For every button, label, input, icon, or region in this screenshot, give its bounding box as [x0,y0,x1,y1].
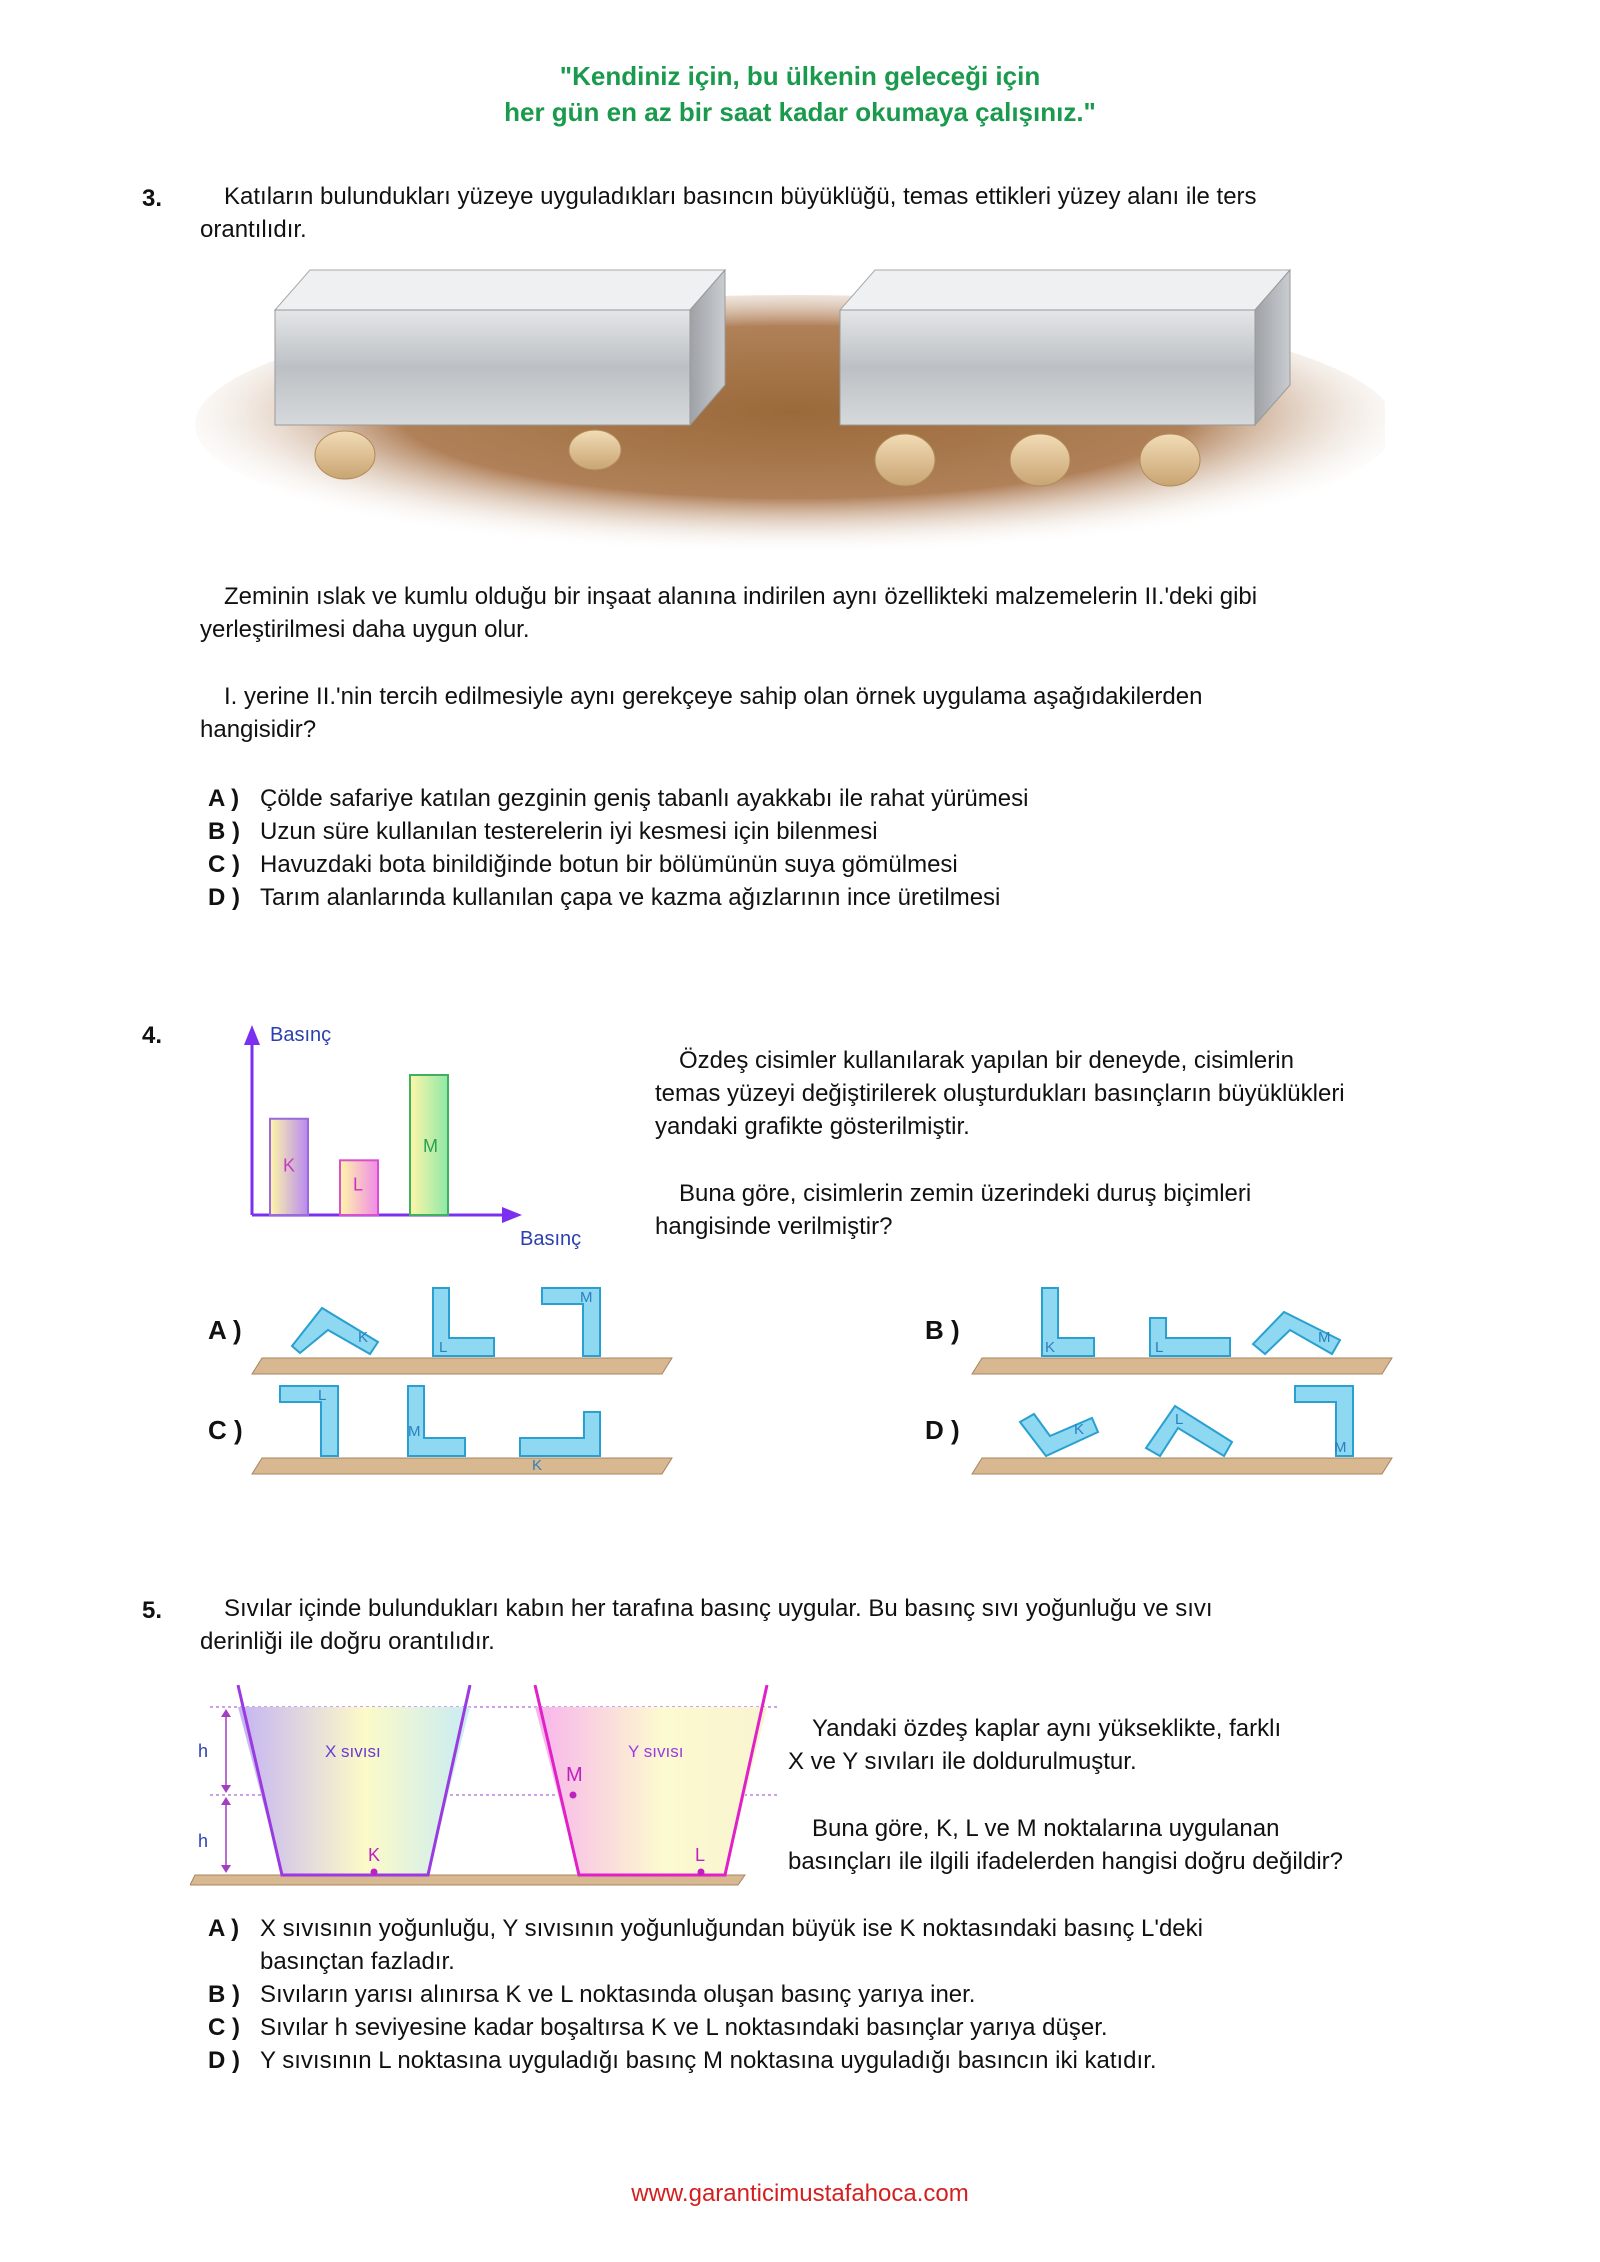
option-label: D ) [208,2047,240,2074]
q3-option-a[interactable] [208,782,1340,815]
option-text: Tarım alanlarında kullanılan çapa ve kazma ağızlarının ince üretilmesi [260,884,1001,911]
footer-url[interactable]: www.garanticimustafahoca.com [631,2180,969,2207]
q3-p2-line-1: I. yerine II.'nin tercih edilmesiyle aynı gerekçeye sahip olan örnek uygulama aşağıdakilerden [224,683,1203,710]
question-3-stem [200,180,1480,246]
bar-label-m: M [423,1136,438,1156]
chart-x-axis-label: Basınç [520,1228,582,1250]
shape-label-l: L [1155,1339,1164,1356]
shape-m [1295,1386,1353,1456]
shape-label-m: M [1334,1439,1347,1456]
option-line-1: X sıvısının yoğunluğu, Y sıvısının yoğunluğundan büyük ise K noktasındaki basınç L'deki [260,1915,1203,1942]
q3-p2-line-2: hangisidir? [200,716,317,743]
q4-text-2 [655,1177,1555,1243]
q4-text-1 [655,1044,1555,1143]
question-5-stem [200,1592,1500,1658]
bar-label-l: L [353,1174,364,1195]
q3-option-d[interactable] [208,881,1340,914]
q5-text-1 [788,1712,1568,1778]
motto-line-1: "Kendiniz için, bu ülkenin geleceği için [559,61,1041,91]
shelf [972,1358,1392,1374]
motto-line-2: her gün en az bir saat kadar okumaya çalışınız." [504,97,1096,127]
chart-y-axis-label: Basınç [270,1024,332,1046]
q4-option-c-label[interactable]: C ) [208,1415,243,1445]
q5-t2-line-2: basınçları ile ilgili ifadelerden hangisi doğru değildir? [788,1848,1343,1875]
q5-options [208,1912,1340,2077]
option-label: A ) [208,785,240,812]
chart-x-arrow [502,1207,522,1223]
q4-option-a-figure[interactable] [250,1278,680,1378]
q4-option-a-label[interactable]: A ) [208,1315,242,1345]
q3-blocks-figure [195,265,1385,555]
q3-paragraph-1 [200,580,1500,646]
q4-t2-line-1: Buna göre, cisimlerin zemin üzerindeki duruş biçimleri [679,1180,1252,1207]
q5-t1-line-2: X ve Y sıvıları ile doldurulmuştur. [788,1748,1137,1775]
shape-label-m: M [408,1423,421,1440]
shape-k [292,1308,378,1354]
option-text: Uzun süre kullanılan testerelerin iyi kesmesi için bilenmesi [260,818,878,845]
q5-t1-line-1: Yandaki özdeş kaplar aynı yükseklikte, farklı [812,1715,1282,1742]
q3-stem-line-2: orantılıdır. [200,216,307,243]
q5-stem-line-2: derinliği ile doğru orantılıdır. [200,1628,495,1655]
option-line-2: basınçtan fazladır. [260,1948,455,1975]
option-label: A ) [208,1915,240,1942]
shape-label-k: K [1045,1339,1056,1356]
question-5-number: 5. [142,1597,163,1624]
h-label-lower: h [198,1831,209,1851]
q4-t2-line-2: hangisinde verilmiştir? [655,1213,893,1240]
shape-label-l: L [439,1339,448,1356]
q3-p1-line-2: yerleştirilmesi daha uygun olur. [200,616,530,643]
shelf [252,1458,672,1474]
point-l-label: L [695,1845,706,1865]
question-3-number: 3. [142,185,163,212]
q4-t1-line-2: temas yüzeyi değiştirilerek oluşturdukları basınçların büyüklükleri [655,1080,1345,1107]
q3-option-b[interactable] [208,815,1340,848]
option-text: Çölde safariye katılan gezginin geniş tabanlı ayakkabı ile rahat yürümesi [260,785,1029,812]
shape-label-l: L [318,1387,327,1404]
q5-t2-line-1: Buna göre, K, L ve M noktalarına uygulanan [812,1815,1280,1842]
h-label-upper: h [198,1741,209,1761]
q5-option-c[interactable] [208,2011,1340,2044]
shape-label-l: L [1175,1411,1184,1428]
question-4-number: 4. [142,1022,163,1049]
option-label: D ) [208,884,240,911]
option-label: B ) [208,1981,240,2008]
shape-label-k: K [1074,1421,1085,1438]
h-marker-upper [198,1709,231,1793]
chart-y-arrow [244,1025,260,1045]
q5-text-2 [788,1812,1568,1878]
q5-containers-figure [190,1685,790,1895]
q4-option-b-label[interactable]: B ) [925,1315,960,1345]
shape-k [1020,1414,1098,1456]
shelf [972,1458,1392,1474]
shape-m [1253,1312,1340,1354]
option-label: B ) [208,818,240,845]
bar-label-k: K [283,1155,296,1176]
q4-option-d-label[interactable]: D ) [925,1415,960,1445]
q4-option-b-figure[interactable] [970,1278,1400,1378]
shape-m [408,1386,465,1456]
shape-l [280,1386,338,1456]
q4-t1-line-3: yandaki grafikte gösterilmiştir. [655,1113,970,1140]
q5-option-b[interactable] [208,1978,1340,2011]
option-text: Sıvıların yarısı alınırsa K ve L noktasında oluşan basınç yarıya iner. [260,1981,976,2008]
shape-label-k: K [358,1329,369,1346]
shape-m [542,1288,600,1356]
q5-option-d[interactable] [208,2044,1340,2077]
q4-option-d-figure[interactable] [970,1378,1400,1478]
shape-l [1150,1318,1230,1356]
q4-pressure-chart [230,1015,610,1255]
q4-option-c-figure[interactable] [250,1378,680,1478]
shelf [252,1358,672,1374]
h-marker-lower [198,1797,231,1873]
option-label: C ) [208,851,240,878]
shape-k [1042,1288,1094,1356]
block-two-supports [875,434,1200,486]
q5-stem-line-1: Sıvılar içinde bulundukları kabın her tarafına basınç uygular. Bu basınç sıvı yoğunluğu ve sıvı [224,1595,1213,1622]
shape-label-m: M [580,1289,593,1306]
shape-l [1146,1406,1232,1456]
point-m-label: M [566,1764,583,1786]
shape-label-k: K [532,1457,543,1474]
liquid-y-label: Y sıvısı [628,1742,684,1761]
liquid-x-label: X sıvısı [325,1742,381,1761]
option-text: Havuzdaki bota binildiğinde botun bir bölümünün suya gömülmesi [260,851,958,878]
container-y [535,1685,767,1876]
q3-option-c[interactable] [208,848,1340,881]
container-x [238,1685,470,1876]
q3-p1-line-1: Zeminin ıslak ve kumlu olduğu bir inşaat alanına indirilen aynı özellikteki malzemelerin II.'deki gibi [224,583,1258,610]
q5-option-a[interactable] [208,1912,1340,1978]
q3-paragraph-2 [200,680,1500,746]
option-label: C ) [208,2014,240,2041]
shape-label-m: M [1318,1329,1331,1346]
shape-l [433,1288,494,1356]
point-k-label: K [368,1845,381,1865]
option-text [260,1912,1340,1978]
q3-stem-line-1: Katıların bulundukları yüzeye uyguladıkları basıncın büyüklüğü, temas ettikleri yüzey alanı ile ters [224,183,1257,210]
option-text: Y sıvısının L noktasına uyguladığı basınç M noktasına uyguladığı basıncın iki katıdır. [260,2047,1157,2074]
chart-bars [270,1075,448,1215]
q4-t1-line-1: Özdeş cisimler kullanılarak yapılan bir deneyde, cisimlerin [679,1047,1294,1074]
option-text: Sıvılar h seviyesine kadar boşaltırsa K ve L noktasındaki basınçlar yarıya düşer. [260,2014,1108,2041]
q3-options [208,782,1340,914]
